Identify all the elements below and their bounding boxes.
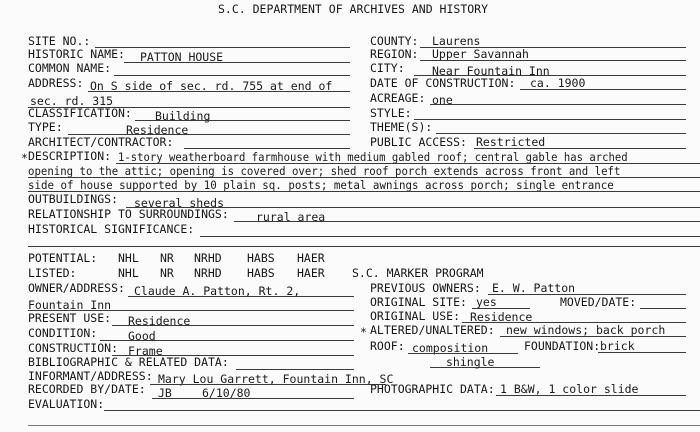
recorded-date: 6/10/80 bbox=[202, 386, 251, 400]
photographic-value: 1 B&W, 1 color slide bbox=[500, 382, 639, 396]
listed-nrhd: NRHD bbox=[194, 266, 222, 280]
classification-value: Building bbox=[155, 109, 211, 123]
address-label: ADDRESS: bbox=[28, 76, 84, 90]
photographic-line bbox=[496, 395, 686, 396]
classification-line bbox=[135, 120, 350, 121]
roof-line-1 bbox=[408, 353, 518, 354]
condition-line bbox=[100, 340, 354, 341]
acreage-value: one bbox=[432, 93, 453, 107]
region-label: REGION: bbox=[370, 47, 419, 61]
themes-line bbox=[436, 133, 686, 134]
marker-program: S.C. MARKER PROGRAM bbox=[352, 266, 484, 280]
listed-nhl: NHL bbox=[118, 266, 139, 280]
themes-label: THEME(S): bbox=[370, 120, 433, 134]
date-value: ca. 1900 bbox=[530, 76, 586, 90]
common-name-line bbox=[114, 75, 350, 76]
present-use-value: Residence bbox=[128, 314, 191, 328]
roof-line-2 bbox=[430, 367, 540, 368]
region-line bbox=[420, 60, 686, 61]
description-label: DESCRIPTION: bbox=[28, 149, 112, 163]
listed-haer: HAER bbox=[297, 266, 325, 280]
date-line bbox=[520, 89, 686, 90]
potential-nhl: NHL bbox=[118, 251, 139, 265]
original-site-label: ORIGINAL SITE: bbox=[370, 295, 467, 309]
photographic-label: PHOTOGRAPHIC DATA: bbox=[370, 382, 495, 396]
moved-date-label: MOVED/DATE: bbox=[560, 295, 637, 309]
present-use-line bbox=[112, 325, 354, 326]
county-label: COUNTY: bbox=[370, 34, 419, 48]
owner-value-2: Fountain Inn bbox=[28, 298, 112, 312]
type-value: Residence bbox=[126, 123, 189, 137]
altered-marker: * bbox=[360, 325, 367, 339]
recorded-by: JB bbox=[158, 386, 172, 400]
construction-label: CONSTRUCTION: bbox=[28, 341, 119, 355]
outbuildings-label: OUTBUILDINGS: bbox=[28, 192, 119, 206]
roof-value-1: composition bbox=[412, 341, 489, 355]
relationship-label: RELATIONSHIP TO SURROUNDINGS: bbox=[28, 207, 229, 221]
original-site-value: yes bbox=[476, 295, 497, 309]
date-label: DATE OF CONSTRUCTION: bbox=[370, 76, 516, 90]
type-label: TYPE: bbox=[28, 120, 63, 134]
description-rule-3 bbox=[28, 191, 700, 192]
description-line-2: opening to the attic; opening is covered over; shed roof porch extends across front and left bbox=[28, 164, 621, 178]
foundation-value: brick bbox=[600, 339, 635, 353]
potential-haer: HAER bbox=[297, 251, 325, 265]
informant-label: INFORMANT/ADDRESS: bbox=[28, 369, 153, 383]
listed-habs: HABS bbox=[247, 266, 275, 280]
potential-habs: HABS bbox=[247, 251, 275, 265]
common-name-label: COMMON NAME: bbox=[28, 61, 112, 75]
original-use-label: ORIGINAL USE: bbox=[370, 309, 461, 323]
listed-nr: NR bbox=[160, 266, 174, 280]
potential-nr: NR bbox=[160, 251, 174, 265]
significance-line bbox=[200, 236, 700, 237]
original-site-line bbox=[472, 308, 530, 309]
altered-value: new windows; back porch bbox=[506, 323, 666, 337]
bibliographic-label: BIBLIOGRAPHIC & RELATED DATA: bbox=[28, 355, 229, 369]
roof-label: ROOF: bbox=[370, 339, 405, 353]
previous-owners-value: E. W. Patton bbox=[492, 281, 576, 295]
acreage-label: ACREAGE: bbox=[370, 91, 426, 105]
outbuildings-value: several sheds bbox=[134, 196, 225, 210]
style-label: STYLE: bbox=[370, 106, 412, 120]
historic-name-label: HISTORIC NAME: bbox=[28, 47, 125, 61]
present-use-label: PRESENT USE: bbox=[28, 311, 112, 325]
historic-name-value: PATTON HOUSE bbox=[140, 50, 224, 64]
significance-label: HISTORICAL SIGNIFICANCE: bbox=[28, 222, 195, 236]
address-value-1: On S side of sec. rd. 755 at end of bbox=[90, 79, 333, 93]
listed-label: LISTED: bbox=[28, 266, 77, 280]
roof-value-2: shingle bbox=[446, 355, 495, 369]
original-use-value: Residence bbox=[470, 310, 533, 324]
relationship-value: rural area bbox=[256, 210, 326, 224]
address-value-2: sec. rd. 315 bbox=[30, 94, 114, 108]
historic-name-line bbox=[124, 62, 350, 63]
form-title: S.C. DEPARTMENT OF ARCHIVES AND HISTORY bbox=[218, 2, 489, 16]
recorded-label: RECORDED BY/DATE: bbox=[28, 382, 146, 396]
condition-label: CONDITION: bbox=[28, 326, 98, 340]
evaluation-line bbox=[104, 410, 700, 411]
acreage-line bbox=[430, 104, 686, 105]
informant-value: Mary Lou Garrett, Fountain Inn, SC bbox=[158, 372, 394, 386]
foundation-line bbox=[598, 352, 686, 353]
description-line-3: side of house supported by 10 plain sq. posts; metal awnings across porch; single entrance bbox=[28, 178, 614, 192]
evaluation-label: EVALUATION: bbox=[28, 397, 105, 411]
region-value: Upper Savannah bbox=[432, 47, 529, 61]
relationship-line bbox=[234, 221, 700, 222]
city-label: CITY: bbox=[370, 61, 405, 75]
moved-date-line bbox=[640, 308, 686, 309]
style-line bbox=[414, 119, 686, 120]
construction-value: Frame bbox=[128, 344, 163, 358]
classification-label: CLASSIFICATION: bbox=[28, 106, 132, 120]
evaluation-line-2 bbox=[28, 425, 700, 426]
significance-line-2 bbox=[28, 246, 700, 247]
bibliographic-line bbox=[236, 369, 354, 370]
condition-value: Good bbox=[128, 329, 156, 343]
informant-line bbox=[150, 384, 386, 385]
altered-label: ALTERED/UNALTERED: bbox=[370, 323, 495, 337]
foundation-label: FOUNDATION: bbox=[524, 339, 601, 353]
recorded-line bbox=[152, 398, 354, 399]
county-value: Laurens bbox=[432, 34, 481, 48]
city-value: Near Fountain Inn bbox=[432, 64, 550, 78]
site-no-line bbox=[95, 47, 350, 48]
address-line-1 bbox=[88, 91, 350, 92]
public-access-label: PUBLIC ACCESS: bbox=[370, 135, 467, 149]
altered-line bbox=[500, 336, 686, 337]
potential-nrhd: NRHD bbox=[194, 251, 222, 265]
owner-value-1: Claude A. Patton, Rt. 2, bbox=[134, 284, 301, 298]
public-access-line bbox=[474, 148, 686, 149]
previous-owners-label: PREVIOUS OWNERS: bbox=[370, 281, 481, 295]
architect-label: ARCHITECT/CONTRACTOR: bbox=[28, 135, 174, 149]
owner-label: OWNER/ADDRESS: bbox=[28, 281, 125, 295]
description-line-1: 1-story weatherboard farmhouse with medium gabled roof; central gable has arched bbox=[118, 150, 628, 164]
description-marker: * bbox=[21, 151, 28, 165]
public-access-value: Restricted bbox=[476, 135, 546, 149]
site-no-label: SITE NO.: bbox=[28, 34, 91, 48]
potential-label: POTENTIAL: bbox=[28, 251, 98, 265]
architect-line bbox=[184, 148, 350, 149]
owner-line-1 bbox=[128, 296, 354, 297]
